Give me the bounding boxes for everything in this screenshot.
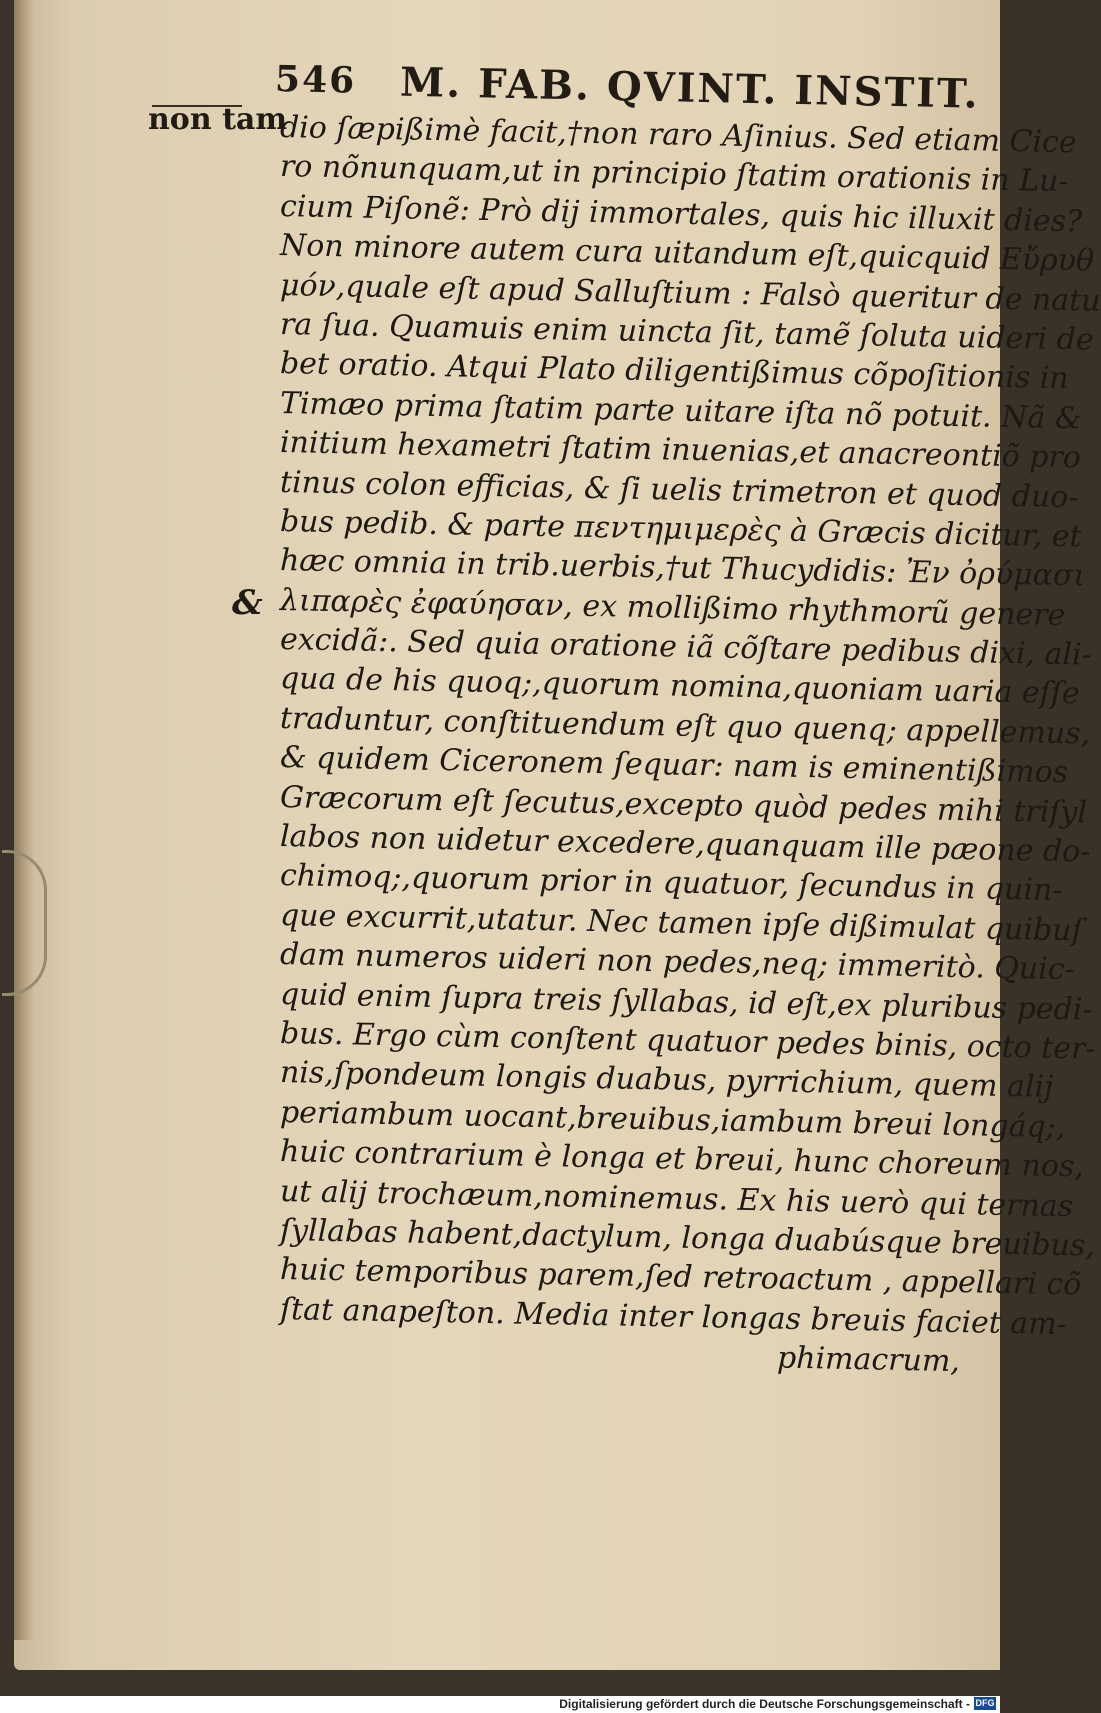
catchword: phimacrum, [776,1340,961,1380]
body-text [279,108,1101,1380]
text-line: chimoq;,quorum prior in quatuor, ſecundus in quin- [279,858,1063,909]
text-line: ra ſua. Quamuis enim uincta ſit, tamẽ ſoluta uideri de [279,306,1094,358]
text-line: ſyllabas habent,dactylum, longa duabúsque breuibus, [279,1212,1096,1264]
digitization-footer [0,1696,1000,1713]
text-line: nis,ſpondeum longis duabus, pyrrichium, quem alij [279,1055,1054,1106]
text-line: tinus colon efficias, & ſi uelis trimetron et quod duo- [279,464,1079,515]
text-line: Non minore autem cura uitandum eſt,quicquid Εὔρυθ [279,228,1095,279]
text-line: qua de his quoq;,quorum nomina,quoniam uaria eſſe [279,661,1080,712]
text-line: huic contrarium è longa et breui, hunc choreum nos, [279,1134,1085,1185]
text-line: bus pedib. & parte πεντημιμερὲς à Græcis dicitur, et [279,503,1083,555]
text-line: que excurrit,utatur. Nec tamen ipſe dißimulat quibuſ [279,897,1083,949]
text-line: & quidem Ciceronem ſequar: nam is eminentißimos [279,740,1069,791]
text-line: ut alij trochæum,nominemus. Ex his uerò qui ternas [279,1173,1074,1224]
margin-note-top: non tam [148,102,288,137]
funding-credit: Digitalisierung gefördert durch die Deutsche Forschungsgemeinschaft - [559,1697,970,1711]
text-line: labos non uidetur excedere,quanquam ille pæone do- [279,819,1091,870]
text-line: μόν,quale eſt apud Salluſtium : Falsò queritur de natu [279,267,1101,319]
text-line: bet oratio. Atqui Plato diligentißimus cõpoſitionis in [279,346,1070,397]
text-line: excidã:. Sed quia oratione iã cõſtare pedibus dixi, ali- [279,622,1093,673]
text-line: dam numeros uideri non pedes,neq; immeritò. Quic- [279,937,1076,988]
text-line: dio ſæpißimè facit,†non raro Aſinius. Sed etiam Cice [279,110,1077,161]
page-gutter-shadow [14,0,34,1640]
text-line: ſtat anapeſton. Media inter longas breuis faciet am- [279,1291,1068,1342]
text-line: traduntur, conſtituendum eſt quo quenq; appellemus, [279,700,1091,752]
text-line: quid enim ſupra treis ſyllabas, id eſt,ex pluribus pedi- [279,976,1093,1028]
page-number: 546 [274,58,357,102]
text-line: initium hexametri ſtatim inuenias,et anacreontiõ pro [279,425,1082,476]
text-line: cium Piſonẽ: Prò dij immortales, quis hic illuxit dies? [279,188,1083,240]
text-line: ro nõnunquam,ut in principio ſtatim orationis in Lu- [279,149,1069,200]
text-line: huic temporibus parem,ſed retroactum , appellari cõ [279,1252,1082,1303]
margin-note-mid: & [232,583,263,623]
text-line: Timæo prima ſtatim parte uitare iſta nõ potuit. Nã & [279,385,1082,437]
book-clasp [2,850,47,996]
dfg-logo-icon: DFG [975,1698,995,1708]
text-line: hæc omnia in trib.uerbis,†ut Thucydidis: Ἐν ὀρύμασι [279,543,1086,594]
text-line: bus. Ergo cùm conſtent quatuor pedes binis, octo ter- [279,1015,1096,1067]
text-line: periambum uocant,breuibus,iambum breui longáq;, [279,1094,1066,1145]
running-title: M. FAB. QVINT. INSTIT. [399,58,981,118]
text-line: Græcorum eſt ſecutus,excepto quòd pedes mihi triſyl [279,779,1088,831]
text-line: λιπαρὲς ἐφαύησαν, ex mollißimo rhythmorũ genere [279,582,1066,633]
